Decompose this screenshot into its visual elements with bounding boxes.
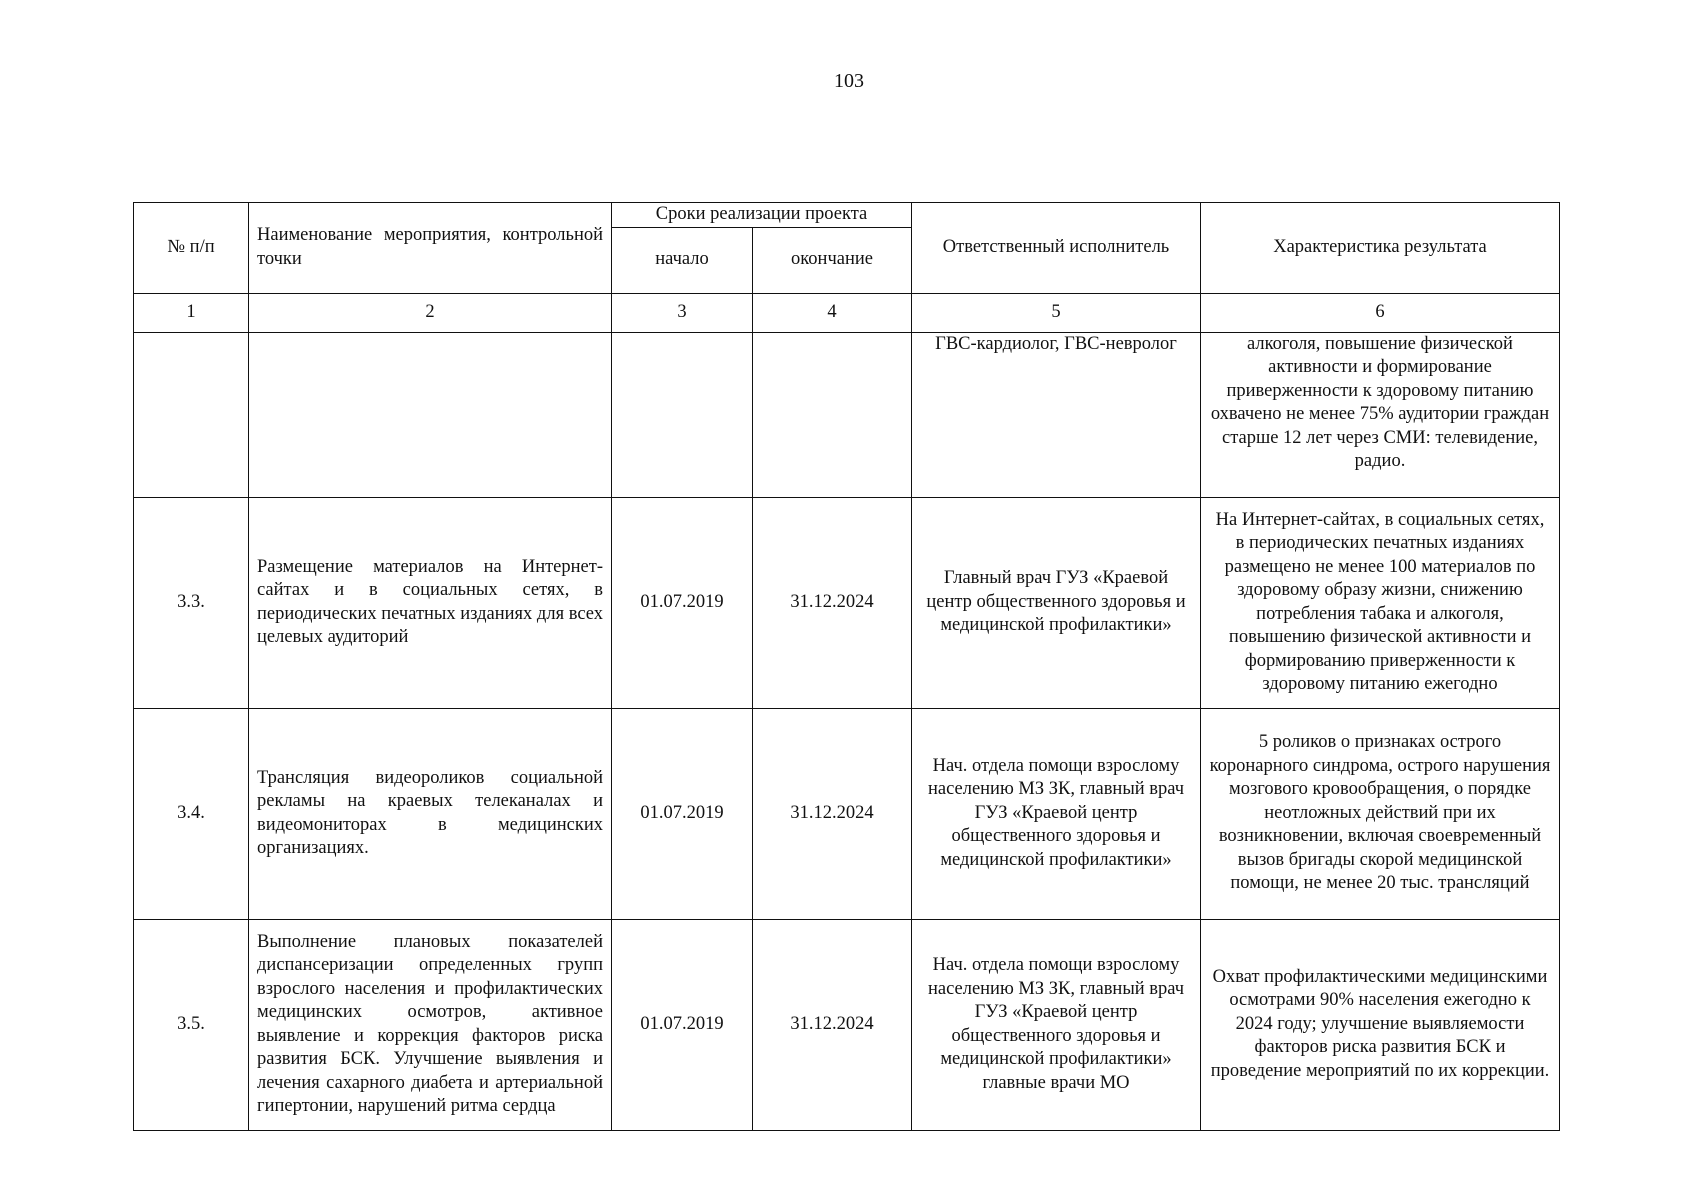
table-row — [134, 497, 1560, 708]
row-responsible: Нач. отдела помощи взрослому населению МЗ ЗК, главный врач ГУЗ «Краевой центр общественного здоровья и медицинской профилактики» — [912, 708, 1201, 919]
page-number: 103 — [834, 70, 864, 92]
row-responsible: Нач. отдела помощи взрослому населению МЗ ЗК, главный врач ГУЗ «Краевой центр общественного здоровья и медицинской профилактики» главные врачи МО — [912, 919, 1201, 1130]
header-period: Сроки реализации проекта — [612, 203, 912, 228]
row-start: 01.07.2019 — [612, 708, 753, 919]
row-activity — [249, 332, 612, 497]
column-number: 1 — [134, 293, 249, 332]
row-result: Охват профилактическими медицинскими осмотрами 90% населения ежегодно к 2024 году; улучшение выявляемости факторов риска развития БСК и проведение мероприятий по их коррекции. — [1201, 919, 1560, 1130]
row-num: 3.5. — [134, 919, 249, 1130]
row-end — [753, 332, 912, 497]
project-plan-table — [133, 202, 1560, 1131]
header-start: начало — [612, 227, 753, 293]
header-end: окончание — [753, 227, 912, 293]
column-number: 2 — [249, 293, 612, 332]
row-num: 3.4. — [134, 708, 249, 919]
row-activity: Размещение материалов на Интернет-сайтах и в социальных сетях, в периодических печатных изданиях для всех целевых аудиторий — [249, 497, 612, 708]
row-end: 31.12.2024 — [753, 708, 912, 919]
table-row — [134, 919, 1560, 1130]
row-end: 31.12.2024 — [753, 919, 912, 1130]
row-result: На Интернет-сайтах, в социальных сетях, в периодических печатных изданиях размещено не менее 100 материалов по здоровому образу жизни, снижению потребления табака и алкоголя, повышению физической активности и формированию приверженности к здоровому питанию ежегодно — [1201, 497, 1560, 708]
header-responsible: Ответственный исполнитель — [912, 203, 1201, 294]
row-activity: Выполнение плановых показателей диспансеризации определенных групп взрослого населения и профилактических медицинских осмотров, активное выявление и коррекция факторов риска развития БСК. Улучшение выявления и лечения сахарного диабета и артериальной гипертонии, нарушений ритма сердца — [249, 919, 612, 1130]
row-start: 01.07.2019 — [612, 497, 753, 708]
row-end: 31.12.2024 — [753, 497, 912, 708]
row-start — [612, 332, 753, 497]
header-num: № п/п — [134, 203, 249, 294]
row-num — [134, 332, 249, 497]
header-result: Характеристика результата — [1201, 203, 1560, 294]
table-row — [134, 332, 1560, 497]
row-result: алкоголя, повышение физической активности и формирование приверженности к здоровому питанию охвачено не менее 75% аудитории граждан старше 12 лет через СМИ: телевидение, радио. — [1201, 332, 1560, 497]
row-responsible: Главный врач ГУЗ «Краевой центр общественного здоровья и медицинской профилактики» — [912, 497, 1201, 708]
row-num: 3.3. — [134, 497, 249, 708]
row-responsible: ГВС-кардиолог, ГВС-невролог — [912, 332, 1201, 497]
row-start: 01.07.2019 — [612, 919, 753, 1130]
column-number: 3 — [612, 293, 753, 332]
column-number: 5 — [912, 293, 1201, 332]
column-number: 4 — [753, 293, 912, 332]
table-row — [134, 708, 1560, 919]
header-activity: Наименование мероприятия, контрольной точки — [249, 203, 612, 294]
column-number: 6 — [1201, 293, 1560, 332]
row-result: 5 роликов о признаках острого коронарного синдрома, острого нарушения мозгового кровообращения, о порядке неотложных действий при их возникновении, включая своевременный вызов бригады скорой медицинской помощи, не менее 20 тыс. трансляций — [1201, 708, 1560, 919]
row-activity: Трансляция видеороликов социальной рекламы на краевых телеканалах и видеомониторах в медицинских организациях. — [249, 708, 612, 919]
